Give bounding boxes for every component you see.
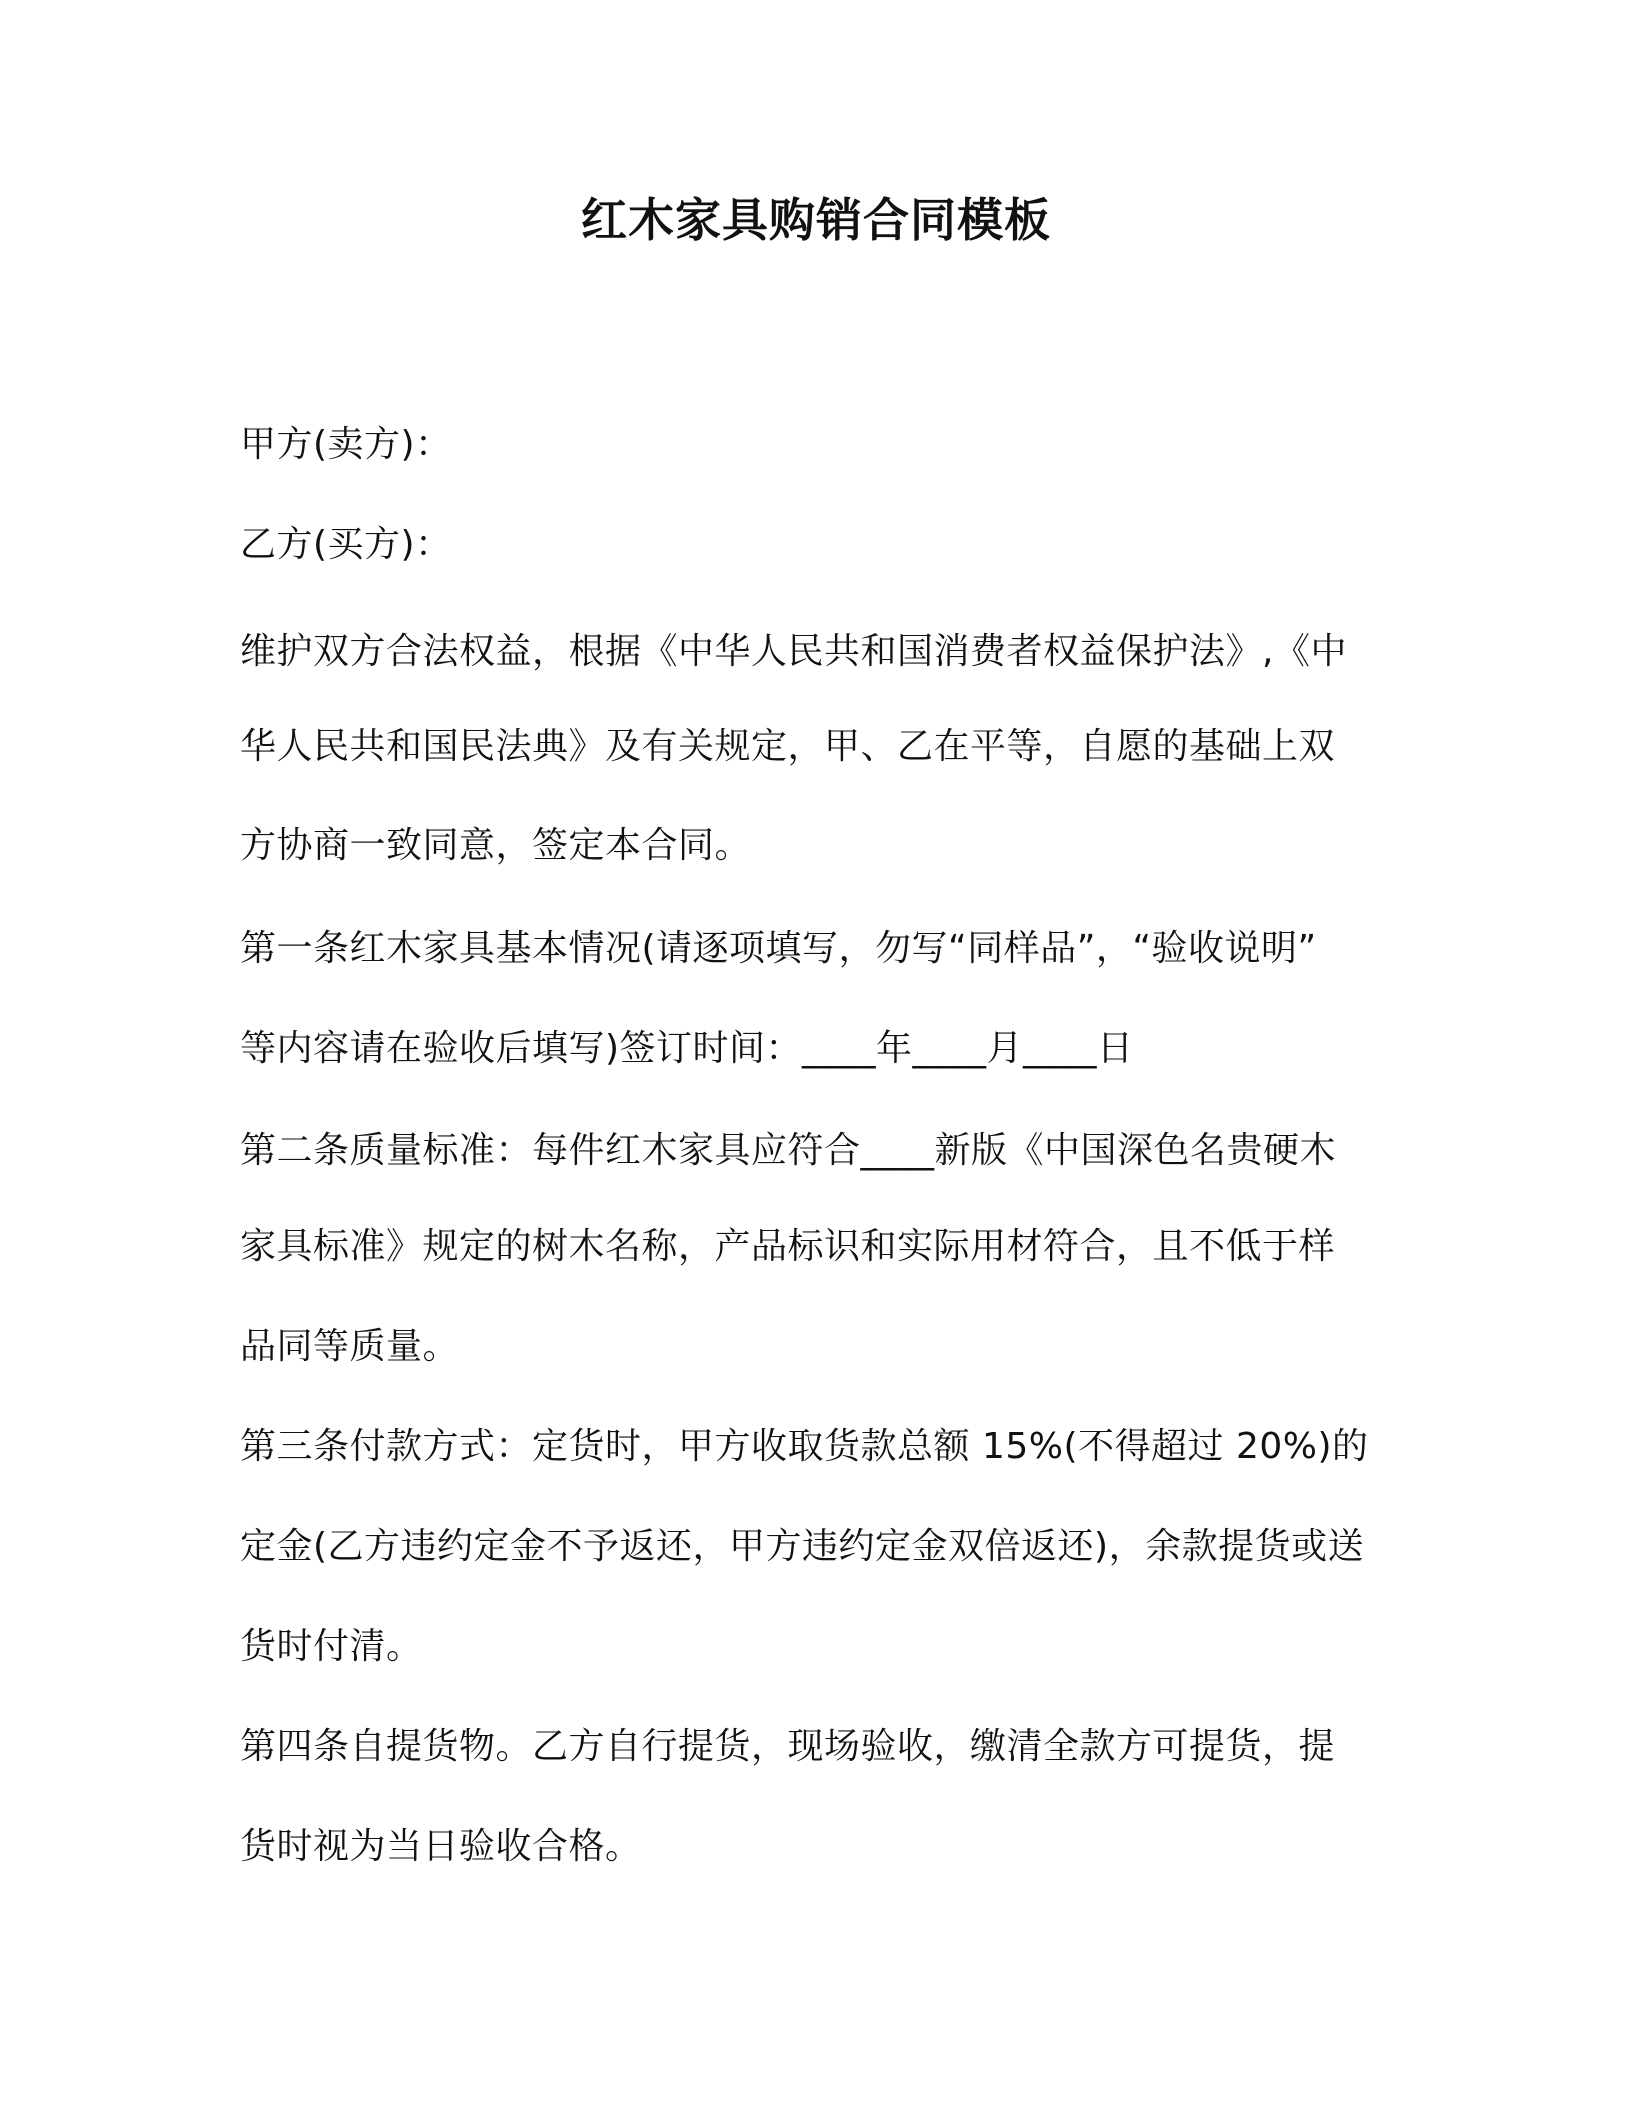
article-4-line-2: 货时视为当日验收合格。 — [240, 1826, 642, 1867]
preamble-line-3: 方协商一致同意，签定本合同。 — [240, 825, 752, 866]
party-a-line: 甲方(卖方)： — [240, 424, 452, 465]
document-title: 红木家具购销合同模板 — [581, 193, 1051, 247]
article-3-line-2: 定金(乙方违约定金不予返还，甲方违约定金双倍返还)，余款提货或送 — [240, 1526, 1365, 1567]
preamble-line-2: 华人民共和国民法典》及有关规定，甲、乙在平等，自愿的基础上双 — [240, 726, 1336, 767]
article-3-line-1: 第三条付款方式：定货时，甲方收取货款总额 15%(不得超过 20%)的 — [240, 1426, 1369, 1467]
article-1-line-2: 等内容请在验收后填写)签订时间：____年____月____日 — [240, 1028, 1134, 1069]
article-4-line-1: 第四条自提货物。乙方自行提货，现场验收，缴清全款方可提货，提 — [240, 1726, 1336, 1767]
article-2-line-2: 家具标准》规定的树木名称，产品标识和实际用材符合，且不低于样 — [240, 1226, 1336, 1267]
article-2-line-1: 第二条质量标准：每件红木家具应符合____新版《中国深色名贵硬木 — [240, 1130, 1337, 1171]
article-2-line-3: 品同等质量。 — [240, 1326, 460, 1367]
party-b-line: 乙方(买方)： — [240, 524, 452, 565]
article-1-line-1: 第一条红木家具基本情况(请逐项填写，勿写“同样品”，“验收说明” — [240, 928, 1317, 969]
article-3-line-3: 货时付清。 — [240, 1626, 423, 1667]
preamble-line-1: 维护双方合法权益，根据《中华人民共和国消费者权益保护法》,《中 — [240, 631, 1347, 672]
